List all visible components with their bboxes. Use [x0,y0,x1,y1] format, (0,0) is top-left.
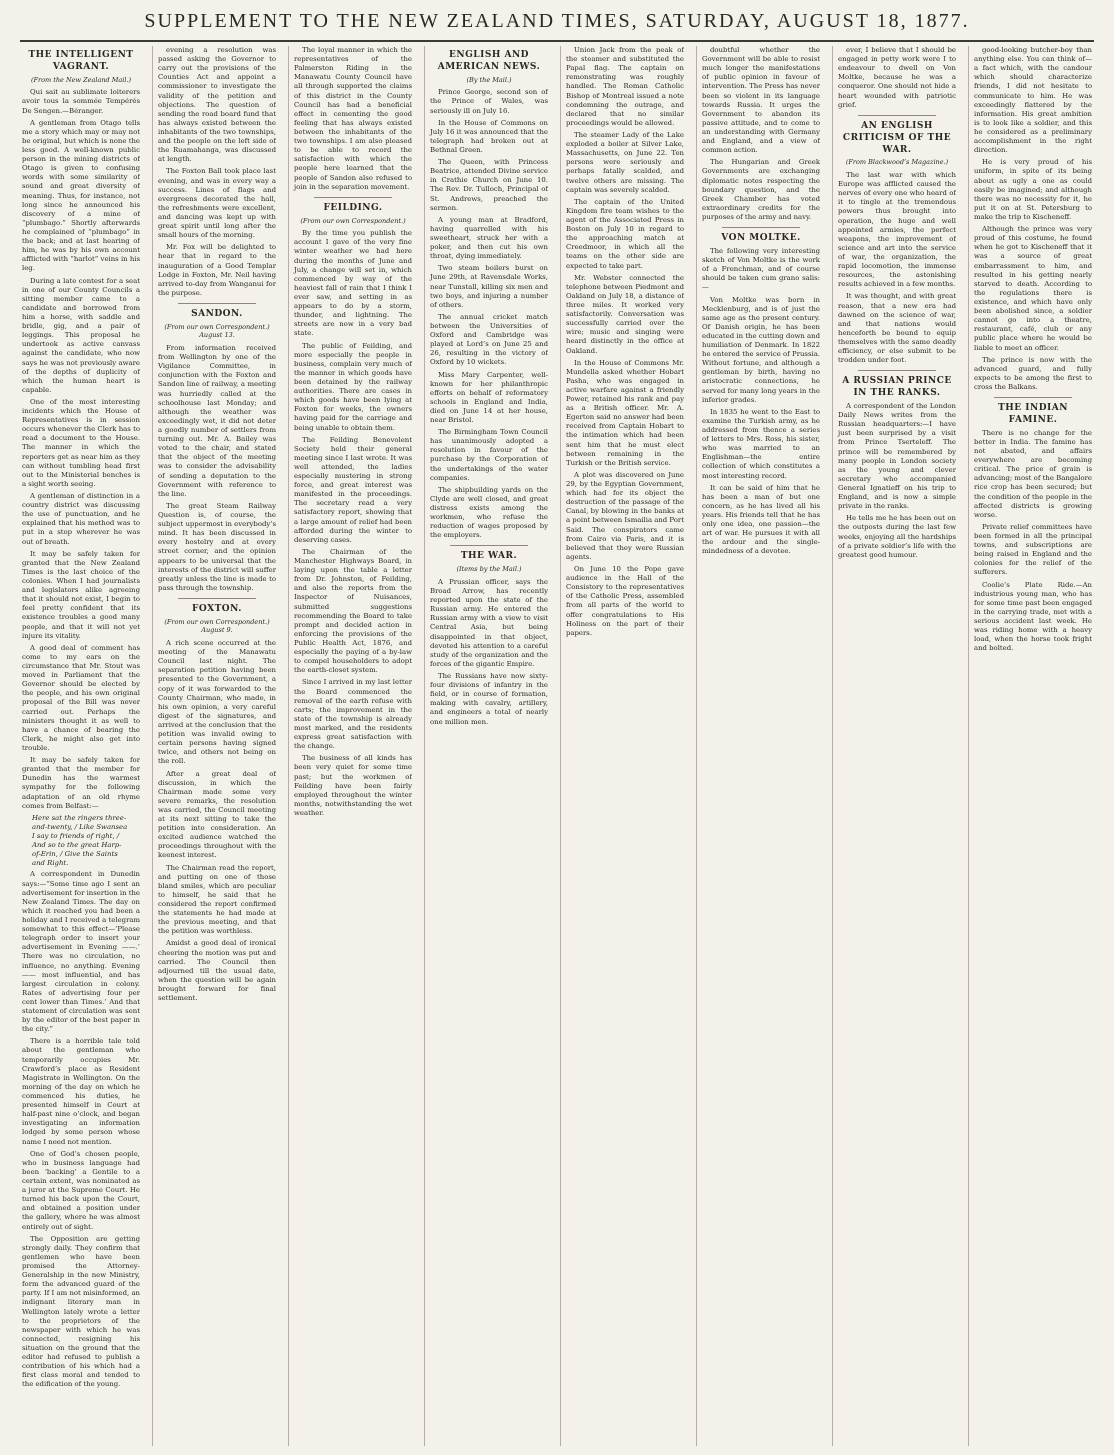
paragraph: The Opposition are getting strongly daily. They confirm that gentlemen who have been promised the Attorney-Generalship in the new Ministry, form the advanced guard of the party. If I am not misinformed, an indignant literary man in Wellington lately wrote a letter to the proprietors of the newspaper with which he was connected, resigning his situation on the ground that the editor had refused to publish a contribution of his which had a first class moral and tended to the edification of the young. [22,1234,140,1389]
paragraph: A plot was discovered on June 29, by the Egyptian Government, which had for its object the destruction of the passage of the Canal, by blowing in the banks at a point between Ismailia and Port Said. The conspirators came from Cairo via Paris, and it is believed that they were Russian agents. [566,470,684,561]
article-subheading: (From our own Correspondent.) [300,216,406,225]
paragraph: The Chairman of the Manchester Highways Board, in laying upon the table a letter from Dr. Johnston, of Feilding, and also the reports from the Inspector of Nuisances, submitted suggestions recommending the Board to take prompt and decided action in enforcing the provisions of the Public Health Act, 1876, and especially the paying of a by-law to compel householders to adopt the earth-closet system. [294,547,412,675]
paragraph: On June 10 the Pope gave audience in the Hall of the Consistory to the representatives of the Catholic Press, assembled from all parts of the world to offer congratulations to His Holiness on the part of their papers. [566,565,684,637]
column-3 [288,46,412,1446]
paragraph: ever, I believe that I should be engaged in petty work were I to endeavour to dwell on Von Moltke, because he was a conqueror. One should not hide a heart wounded with patriotic grief. [838,46,956,109]
paragraph: The Foxton Ball took place last evening, and was in every way a success. Lines of flags and evergreens decorated the hall, the refreshments were excellent, and dancing was kept up with great spirit until long after the small hours of the morning. [158,167,276,240]
article-heading: AN ENGLISH CRITICISM OF THE WAR. [842,120,952,155]
paragraph: He is very proud of his uniform, in spite of its being about as ugly a one as could easily be imagined; and although there was no necessity for it, he put it on at St. Petersburg to make the trip to Kischeneff. [974,158,1092,221]
article-subheading: (From our own Correspondent.) August 9. [164,617,270,635]
paragraph: The Russians have now sixty-four divisions of infantry in the field, or in course of formation, making with cavalry, artillery, and engineers a total of nearly one million men. [430,672,548,726]
masthead: SUPPLEMENT TO THE NEW ZEALAND TIMES, SATURDAY, AUGUST 18, 1877. [144,10,970,32]
column-8 [968,46,1092,1446]
paragraph: Amidst a good deal of ironical cheering the motion was put and carried. The Council then adjourned till the usual date, when the question will be again brought forward for final settlement. [158,939,276,1003]
paragraph: The captain of the United Kingdom fire team wishes to the agent of the Associated Press in Boston on July 10 in regard to the approaching match at Creedmoor, in which all the teams on the other side are expected to take part. [566,197,684,270]
article-heading: FEILDING. [323,202,383,213]
paragraph: The Birmingham Town Council has unanimously adopted a resolution in favour of the purchase by the Corporation of the undertakings of the water companies. [430,428,548,482]
paragraph: A rich scene occurred at the meeting of the Manawatu Council last night. The separation petition having been presented to the Government, a copy of it was forwarded to the County Chairman, who made, in his own opinion, a very careful digest of the signatures, and arrived at the conclusion that the petition was invalid owing to certain persons having signed twice, and others not being on the roll. [158,638,276,766]
column-4 [424,46,548,1446]
paragraph: There is no change for the better in India. The famine has not abated, and affairs everywhere are becoming critical. The price of grain is advancing; most of the Bangalore rice crop has been secured; but the condition of the people in the affected districts is growing worse. [974,428,1092,519]
article-divider [722,227,800,228]
paragraph: The steamer Lady of the Lake exploded a boiler at Silver Lake, Massachusetts, on June 22. Ten persons were seriously and perhaps fatally scalded, and twelve others are missing. The captain was severely scalded. [566,130,684,194]
article-divider [314,197,392,198]
article-subheading: (By the Mail.) [466,75,512,84]
paragraph: evening a resolution was passed asking the Governor to carry out the provisions of the Counties Act and appoint a commissioner to investigate the validity of the petition and objections. The question of sending the road board fund that has always existed between the inhabitants of the two townships, and the people on the left side of the Ruamahanga, was discussed at length. [158,46,276,164]
paragraph: A young man at Bradford, having quarrelled with his sweetheart, struck her with a poker, and then cut his own throat, dying immediately. [430,215,548,261]
paragraph: The loyal manner in which the representatives of the Palmerston Riding in the Manawatu County Council have all through supported the claims of this district in the County Council has had a beneficial effect in cementing the good feeling that has always existed between the inhabitants of the two townships. I am also pleased to be able to record the satisfaction with which the people here learned that the people of Sandon also refused to join in the separation movement. [294,46,412,191]
paragraph: It was thought, and with great reason, that a new era had dawned on the science of war, and that nations would henceforth be bound to equip themselves with the same deadly efficiency, or else submit to be trodden under foot. [838,292,956,365]
paragraph: Mr. Webster connected the telephone between Piedmont and Oakland on July 18, a distance of three miles. It worked very satisfactorily. Conversation was successfully carried over the wire; music and singing were heard distinctly in the office at Oakland. [566,273,684,355]
paragraph: The Queen, with Princess Beatrice, attended Divine service in Crathie Church on June 10. The Rev. Dr. Tulloch, Principal of St. Andrews, preached the sermon. [430,158,548,212]
paragraph: The shipbuilding yards on the Clyde are well closed, and great distress exists among the workmen, who refuse the reduction of wages proposed by the employers. [430,485,548,540]
column-2 [152,46,276,1446]
article-divider [994,397,1072,398]
paragraph: The Hungarian and Greek Governments are exchanging diplomatic notes respecting the boundary question, and the Greek Chamber has voted extraordinary credits for the purposes of the army and navy. [702,158,820,221]
paragraph: After a great deal of discussion, in which the Chairman made some very severe remarks, the resolution was carried, the Council meeting at its next sitting to take the petition into consideration. An excited audience watched the proceedings throughout with the keenest interest. [158,769,276,860]
paragraph: He tells me he has been out on the outposts during the last few weeks, enjoying all the hardships of a private soldier’s life with the greatest good humour. [838,514,956,559]
column-6 [696,46,820,1446]
paragraph: In the House of Commons Mr. Mundella asked whether Hobart Pasha, who was engaged in active warfare against a friendly Power, retained his rank and pay as a British officer. Mr. A. Egerton said no answer had been received from Captain Hobart to the intimation which had been sent him that he must elect between remaining in the Turkish or the British service. [566,358,684,467]
paragraph: Although the prince was very proud of this costume, he found when he got to Kischeneff that it was a source of great embarrassment to him, and resulted in his getting nearly starved to death. According to the regulations there is existence, and which have only been abolished since, a soldier cannot go into a theatre, restaurant, café, club or any public place where he would be liable to meet an officer. [974,225,1092,352]
paragraph: A Prussian officer, says the Broad Arrow, has recently reported upon the state of the Russian army. He entered the Russian army with a view to visit Central Asia, but being disappointed in that object, devoted his attention to a careful study of the organization and the forces of the gigantic Empire. [430,577,548,668]
paragraph: One of the most interesting incidents which the House of Representatives is in session occurs whenever the Clerk has to read a document to the House. The manner in which the reporters get as near him as they can without tumbling head first out to the Ministerial benches is a sight worth seeing. [22,397,140,488]
article-heading: ENGLISH AND AMERICAN NEWS. [437,50,541,72]
paragraph: Mr. Fox will be delighted to hear that in regard to the inauguration of a Good Templar Lodge in Foxton, Mr. Neil having arrived to-day from Wanganui for the purpose. [158,243,276,297]
paragraph: A correspondent of the London Daily News writes from the Russian headquarters:—I have just been surprised by a visit from Prince Tserteleff. The prince will be remembered by many people in London society as the young and clever secretary who accompanied General Ignatieff on his trip to England, and is now a simple private in the ranks. [838,402,956,511]
paragraph: Since I arrived in my last letter the Board commenced the removal of the earth refuse with carts; the improvement in the state of the township is already most marked, and the residents express great satisfaction with the change. [294,678,412,751]
paragraph: A gentleman from Otago tells me a story which may or may not be original, but which is none the less good. A well-known public person in the mining districts of Otago is given to confusing words with some similarity of sound and great diversity of meaning. Thus, for instance, not long since he announced his discovery of a mine of “plumbago.” Shortly afterwards he complained of “plumbago” in the back; and at last hearing of him, he was by his own account afflicted with “harlot” veins in his leg. [22,118,140,273]
article-divider [858,370,936,371]
paragraph: Miss Mary Carpenter, well-known for her philanthropic efforts on behalf of reformatory schools in England and India, died on June 14 at her house, near Bristol. [430,370,548,425]
paragraph: A good deal of comment has come to my ears on the circumstance that Mr. Stout was moved in Parliament that the Governor should be elected by the people, and his own original proposal of the Bill was never carried out. Perhaps the ministers thought it as well to have a chance of bearing the Clerk, he might also get into trouble. [22,643,140,752]
paragraph: Prince George, second son of the Prince of Wales, was seriously ill on July 16. [430,88,548,115]
article-divider [450,545,528,546]
paragraph: A gentleman of distinction in a country district was discussing the use of punctuation, and he explained that his method was to put in a stop wherever he was out of breath. [22,492,140,546]
paragraph: Union Jack from the peak of the steamer and substituted the Papal flag. The captain on remonstrating was roughly handled. The Roman Catholic Bishop of Montreal issued a note condemning the outrage, and declared that no similar proceedings would be allowed. [566,46,684,127]
columns [22,46,1092,1446]
paragraph: The Feilding Benevolent Society held their general meeting since I last wrote. It was well attended, the ladies especially mustering in strong force, and great interest was manifested in the proceedings. The secretary read a very satisfactory report, showing that a large amount of relief had been afforded during the winter to deserving cases. [294,435,412,544]
paragraph: In 1835 he went to the East to examine the Turkish army, as he addressed from thence a series of letters to Mrs. Ross, his sister, who was married to an Englishman—the entire collection of which constitutes a most interesting record. [702,407,820,480]
paragraph: doubtful whether the Government will be able to resist much longer the manifestations of public opinion in favour of intervention. The Press has never been so violent in its language towards Russia. It urges the Government to abandon its passive attitude, and to come to an understanding with Germany and England, and a view of common action. [702,46,820,155]
article-divider [178,598,256,599]
article-subheading: (From the New Zealand Mail.) [30,75,132,84]
paragraph: Two steam boilers burst on June 29th, at Ravensdale Works, near Tunstall, killing six men and two boys, and injuring a number of others. [430,264,548,309]
paragraph: It can be said of him that he has been a man of but one concern, as he has lived all his years. His friends tell that he has only one idea, one passion—the art of war. He pursues it with all the ardour and the single-mindedness of a devotee. [702,483,820,556]
article-heading: SANDON. [191,308,243,319]
article-subheading: (From Blackwood’s Magazine.) [845,158,949,167]
paragraph: During a late contest for a seat in one of our County Councils a sitting member came to a candidate and borrowed from him a horse, with saddle and bridle, gig, and a pair of leggings. This proposal he undertook as active canvass against the candidate, who now says he was not previously aware of the depths of duplicity of which the human heart is capable. [22,276,140,394]
paragraph: The last war with which Europe was afflicted caused the nerves of every one who heard of it to tingle at the tremendous powers thus brought into operation, the huge and well appointed armies, the perfect weapons, the improvement of science and art into the service of war, the organization, the rapid locomotion, the immense resources, the astonishing results achieved in a few months. [838,170,956,289]
article-divider [858,115,936,116]
column-1 [22,46,140,1446]
article-heading: FOXTON. [192,603,242,614]
paragraph: In the House of Commons on July 16 it was announced that the telegraph had broken out at Bethnal Green. [430,118,548,154]
paragraph: It may be safely taken for granted that the New Zealand Times is the last choice of the colonies. When I had journalists and legislators alike agreeing that it should not exist, I begin to feel pretty confident that its existence troubles a good many people, and that it will not yet injure its vitality. [22,549,140,640]
article-heading: A RUSSIAN PRINCE IN THE RANKS. [842,376,952,399]
paragraph: The annual cricket match between the Universities of Oxford and Cambridge was played at Lord’s on June 25 and 26, resulting in the victory of Oxford by 10 wickets. [430,312,548,367]
paragraph: From information received from Wellington by one of the Vigilance Committee, in conjunction with the Foxton and Sandon line of railway, a meeting was hurriedly called at the schoolhouse last Monday; and although the weather was exceedingly wet, it did not deter a goodly number of settlers from turning out. Mr. A. Bailey was voted to the chair, and stated that the object of the meeting was to consider the advisability of sending a deputation to the Government with reference to the line. [158,343,276,498]
paragraph: One of God’s chosen people, who in business language had been ‘backing’ a Gentile to a certain extent, was nominated as a juror at the Supreme Court. He turned his back upon the Court, and obtained a position under the gallery, where he was almost entirely out of sight. [22,1149,140,1231]
column-7 [832,46,956,1446]
paragraph: There is a horrible tale told about the gentleman who temporarily occupies Mr. Crawford’s place as Resident Magistrate in Wellington. On the morning of the day on which he commenced his duties, he presented himself in Court at half-past nine o’clock, and began investigating an information lodged by some person whose name I need not mention. [22,1037,140,1146]
paragraph: The business of all kinds has been very quiet for some time past; but the workmen of Feilding have been fairly employed throughout the winter months, notwithstanding the wet weather. [294,754,412,817]
paragraph: It may be safely taken for granted that the member for Dunedin has the warmest sympathy for the following adaptation of an old rhyme comes from Belfast:— [22,756,140,810]
paragraph: The following very interesting sketch of Von Moltke is the work of a Frenchman, and of course should be taken cum grano salis:— [702,246,820,292]
paragraph: Qui sait au sublimate loiterers avoir tous la sommée Tempérés De Sengen.—Béranger. [22,88,140,115]
verse: Here sat the ringers three-and-twenty, / Like Swansea I say to friends of right, / And so to the great Harp-of-Erin, / Give the Saints and Right. [32,813,128,868]
article-subheading: (Items by the Mail.) [456,565,522,574]
column-5 [560,46,684,1446]
paragraph: The Chairman read the report, and putting on one of those bland smiles, which are peculiar to himself, he said that he considered the report confirmed the statements he had made at the previous meeting, and that the petition was worthless. [158,863,276,936]
article-heading: THE WAR. [460,551,518,562]
paragraph: The great Steam Railway Question is, of course, the subject uppermost in everybody’s mind. It has been discussed in every hostelry and at every street corner, and the opinion appears to be universal that the interests of the district will suffer greatly unless the line is made to pass through the township. [158,501,276,592]
paragraph: Von Moltke was born in Mecklenburg, and is of just the same age as the present century. Of Danish origin, he has been educated in the cutting down and humiliation of Denmark. In 1822 he entered the service of Prussia. Without fortune, and although a gentleman by birth, having no aristocratic connections, he served for many long years in the inferior grades. [702,295,820,404]
paragraph: The prince is now with the advanced guard, and fully expects to be among the first to cross the Balkans. [974,355,1092,391]
paragraph: Private relief committees have been formed in all the principal towns, and subscriptions are being raised in England and the colonies for the relief of the sufferers. [974,522,1092,577]
article-heading: THE INDIAN FAMINE. [998,403,1068,425]
masthead-rule [20,40,1094,42]
article-subheading: (From our own Correspondent.) August 13. [164,322,270,340]
paragraph: The public of Feilding, and more especially the people in business, complain very much of the manner in which goods have been detained by the railway authorities. There are cases in which goods have been lying at Foxton for weeks, the owners having paid for the carriage and being unable to obtain them. [294,341,412,432]
article-heading: VON MOLTKE. [721,233,801,244]
article-divider [178,303,256,304]
paragraph: Coolie’s Plate Ride.—An industrious young man, who has for some time past been engaged in the carrying trade, met with a serious accident last week. He was riding home with a heavy load, when the horse took fright and bolted. [974,580,1092,653]
paragraph: By the time you publish the account I gave of the very fine winter weather we had here during the months of June and July, a change will set in, which commenced by way of the heaviest fall of rain that I think I ever saw, and setting in as appears to do by a storm, thunder, and lightning. The streets are now in a very bad state. [294,229,412,338]
paragraph: A correspondent in Dunedin says:—“Some time ago I sent an advertisement for insertion in the New Zealand Times. The day on which it reached you had been a holiday and I received a telegram somewhat to this effect—‘Please telegraph order to insert your advertisement in Evening ——.’ There was no circulation, no influence, no anything. Evening —— most influential, and has largest circulation in colony. Rates of advertising four per cent lower than Times.’ And that statement of circulation was sent by the editor of the best paper in the city.” [22,870,140,1034]
article-heading: THE INTELLIGENT VAGRANT. [28,50,134,72]
paragraph: good-looking butcher-boy than anything else. You can think of—a fact which, with the candour which should characterize friends, I did not hesitate to communicate to him. He was exceedingly flattered by the information. His great ambition is to look like a soldier, and this he considered as a preliminary accomplishment in the right direction. [974,46,1092,155]
